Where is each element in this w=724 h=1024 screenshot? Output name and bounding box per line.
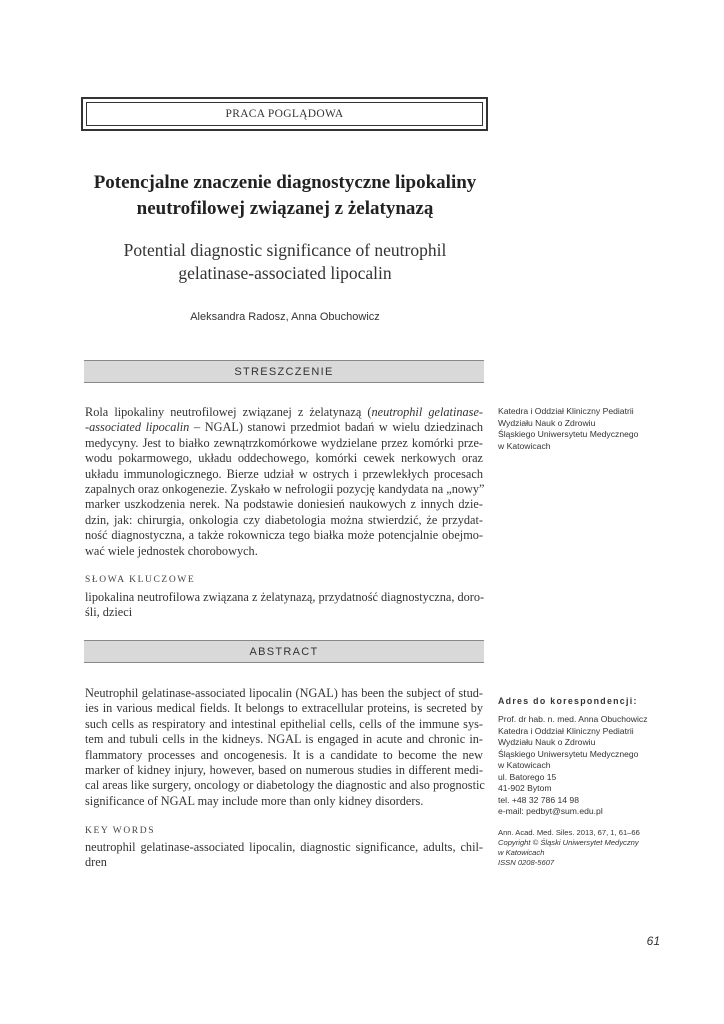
text-line: marker uszkodzenia nerek. Na podstawie doniesień naukowych z innych dzie-	[85, 497, 483, 512]
text-line: dren	[85, 855, 107, 870]
title-polish-line: Potencjalne znaczenie diagnostyczne lipokaliny	[93, 172, 477, 193]
authors: Aleksandra Radosz, Anna Obuchowicz	[190, 311, 380, 323]
correspondence-line: tel. +48 32 786 14 98	[498, 794, 579, 805]
text-line: such cells as respiratory and intestinal epithelial cells, cells of the immune sys-	[85, 716, 483, 731]
text-line	[85, 405, 483, 420]
abstract-body	[85, 686, 483, 809]
correspondence-address	[498, 714, 668, 818]
text-line: układu immunologicznego. Bierze udział w ostrych i przewlekłych procesach	[85, 466, 483, 481]
correspondence-line: w Katowicach	[498, 760, 551, 770]
text-line: significance of NGAL may include more than only kidney disorders.	[85, 793, 424, 808]
keywords-en-body	[85, 840, 483, 871]
text-span: Rola lipokaliny neutrofilowej związanej z żelatynazą (	[85, 405, 372, 419]
text-line: neutrophil gelatinase-associated lipocalin, diagnostic significance, adults, chil-	[85, 840, 483, 854]
title-english-line: gelatinase-associated lipocalin	[178, 263, 392, 283]
correspondence-line: ul. Batorego 15	[498, 771, 557, 782]
italic-span: -associated lipocalin	[85, 420, 190, 435]
text-line: flammatory processes and oncogenesis. It is a candidate to become the new	[85, 747, 483, 762]
title-english-line: Potential diagnostic significance of neutrophil	[123, 240, 447, 260]
issn-line: ISSN 0208-5607	[498, 858, 555, 867]
text-line: cal areas like surgery, oncology or diabetology the diagnostic and also prognostic	[85, 778, 485, 793]
text-line: wać wiele jednostek chorobowych.	[85, 543, 258, 558]
text-line	[85, 420, 483, 435]
correspondence-line: 41-902 Bytom	[498, 783, 552, 793]
keywords-pl-heading: SŁOWA KLUCZOWE	[85, 575, 196, 585]
text-span: – NGAL) stanowi przedmiot badań w wielu dziedzinach	[189, 420, 483, 435]
article-type-label: PRACA POGLĄDOWA	[86, 102, 483, 126]
title-polish-line: neutrofilowej związanej z żelatynazą	[136, 198, 434, 219]
correspondence-line: Prof. dr hab. n. med. Anna Obuchowicz	[498, 714, 648, 724]
text-line: Neutrophil gelatinase-associated lipocalin (NGAL) has been the subject of stud-	[85, 686, 483, 700]
text-line: lipokalina neutrofilowa związana z żelatynazą, przydatność diagnostyczna, doro-	[85, 590, 485, 604]
streszczenie-heading: STRESZCZENIE	[84, 360, 484, 383]
copyright-line: Copyright © Śląski Uniwersytet Medyczny	[498, 838, 639, 847]
affiliation-line: w Katowicach	[498, 440, 551, 451]
text-line: dzin, jak: chirurgia, onkologia czy diabetologia można stwierdzić, że przydat-	[85, 512, 483, 527]
title-english	[70, 239, 500, 285]
correspondence-line: Śląskiego Uniwersytetu Medycznego	[498, 748, 639, 759]
text-line: ies in various medical fields. It belongs to extracellular proteins, is secreted by	[85, 701, 483, 716]
correspondence-line: Katedra i Oddział Kliniczny Pediatrii	[498, 725, 634, 736]
correspondence-email: e-mail: pedbyt@sum.edu.pl	[498, 806, 603, 816]
text-line: zapalnych oraz onkogenezie. Zyskało w nefrologii pozycję kandydata na „nowy”	[85, 482, 485, 497]
affiliation-line: Katedra i Oddział Kliniczny Pediatrii	[498, 406, 634, 416]
copyright-line: w Katowicach	[498, 848, 545, 857]
abstract-heading: ABSTRACT	[84, 640, 484, 663]
correspondence-line: Wydziału Nauk o Zdrowiu	[498, 737, 596, 747]
title-polish	[70, 170, 500, 222]
keywords-en-heading: KEY WORDS	[85, 826, 156, 836]
keywords-pl-body	[85, 590, 483, 621]
text-line: medycyny. Jest to białko zewnątrzkomórkowe wydzielane przez komórki prze-	[85, 435, 483, 450]
affiliation	[498, 406, 668, 452]
italic-span: neutrophil gelatinase-	[371, 405, 483, 419]
affiliation-line: Śląskiego Uniwersytetu Medycznego	[498, 429, 639, 439]
text-line: tem and tubuli cells in the kidneys. NGAL is engaged in acute and chronic in-	[85, 732, 483, 747]
correspondence-heading: Adres do korespondencji:	[498, 696, 638, 706]
page-number: 61	[646, 934, 660, 948]
text-line: ność diagnostyczna, a także rokownicza tego białka może potencjalnie obejmo-	[85, 528, 483, 543]
journal-citation	[498, 828, 668, 868]
text-line: śli, dzieci	[85, 605, 133, 620]
text-line: wodu pokarmowego, układu oddechowego, komórki cewek nerkowych oraz	[85, 451, 483, 466]
article-type-box	[81, 97, 488, 131]
text-line: marker of kidney injury, however, based on numerous studies in different medi-	[85, 763, 483, 778]
citation-line: Ann. Acad. Med. Siles. 2013, 67, 1, 61–66	[498, 828, 640, 837]
affiliation-line: Wydziału Nauk o Zdrowiu	[498, 417, 596, 428]
streszczenie-body	[85, 405, 483, 559]
